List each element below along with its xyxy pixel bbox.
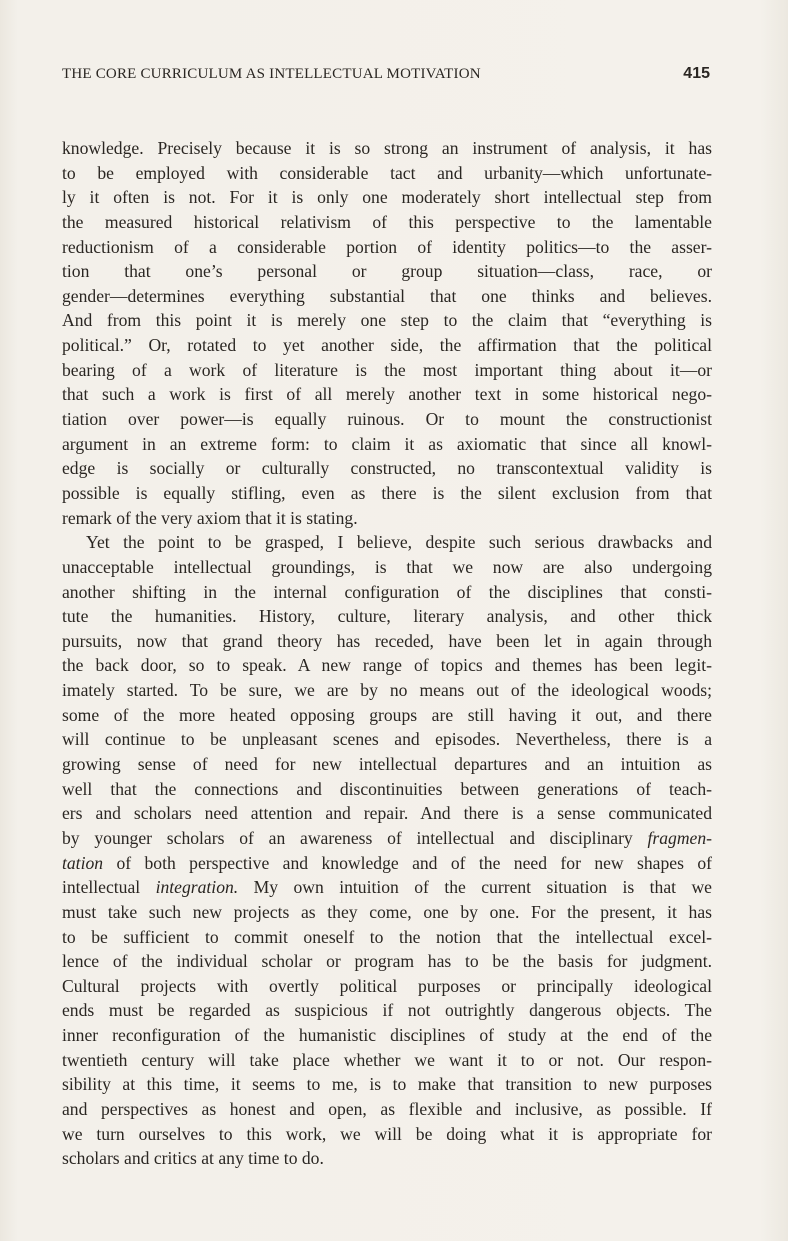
- running-head: [62, 66, 710, 88]
- text-span: tiation over power—is equally ruinous. Or to mount the constructionist: [62, 409, 712, 430]
- text-span: possible is equally stifling, even as there is the silent exclusion from that: [62, 482, 712, 503]
- text-line: [62, 210, 712, 235]
- text-span: Yet the point to be grasped, I believe, despite such serious drawbacks and: [86, 532, 712, 553]
- text-span: of both perspective and knowledge and of the need for new shapes of: [103, 852, 712, 873]
- text-line: [62, 629, 712, 654]
- text-line: [62, 185, 712, 210]
- text-span: political.” Or, rotated to yet another side, the affirmation that the political: [62, 335, 712, 356]
- text-line: [62, 358, 712, 383]
- text-span: tute the humanities. History, culture, literary analysis, and other thick: [62, 606, 712, 627]
- text-span: My own intuition of the current situation is that we: [238, 877, 712, 898]
- text-line: [62, 136, 712, 161]
- text-span: will continue to be unpleasant scenes and episodes. Nevertheless, there is a: [62, 729, 712, 750]
- text-line: [62, 432, 712, 457]
- text-line: [62, 382, 712, 407]
- text-span: growing sense of need for new intellectual departures and an intuition as: [62, 754, 712, 775]
- text-span: by younger scholars of an awareness of intellectual and disciplinary: [62, 827, 648, 848]
- text-span: that such a work is first of all merely another text in some historical nego-: [62, 384, 712, 405]
- text-line: [62, 1146, 712, 1171]
- text-line: [62, 308, 712, 333]
- text-span: to be employed with considerable tact and urbanity—which unfortunate-: [62, 162, 712, 183]
- text-span: we turn ourselves to this work, we will be doing what it is appropriate for: [62, 1123, 712, 1144]
- text-span: remark of the very axiom that it is stating.: [62, 507, 358, 528]
- text-line: [62, 1097, 712, 1122]
- text-span: sibility at this time, it seems to me, is to make that transition to new purposes: [62, 1074, 712, 1095]
- text-line: [62, 259, 712, 284]
- text-span: imately started. To be sure, we are by no means out of the ideological woods;: [62, 680, 712, 701]
- text-line: [62, 851, 712, 876]
- text-span: ends must be regarded as suspicious if not outrightly dangerous objects. The: [62, 1000, 712, 1021]
- text-line: [62, 925, 712, 950]
- text-line: [62, 1072, 712, 1097]
- text-span: gender—determines everything substantial that one thinks and believes.: [62, 285, 712, 306]
- text-line: [62, 506, 712, 531]
- text-line: [62, 826, 712, 851]
- text-line: [62, 604, 712, 629]
- text-line: [62, 974, 712, 999]
- text-line: [62, 161, 712, 186]
- text-line: [62, 678, 712, 703]
- italic-term: integration.: [155, 877, 239, 898]
- text-line: [62, 555, 712, 580]
- text-line: [62, 801, 712, 826]
- text-span: pursuits, now that grand theory has receded, have been let in again through: [62, 630, 712, 651]
- text-span: and perspectives as honest and open, as flexible and inclusive, as possible. If: [62, 1098, 712, 1119]
- text-line: [62, 703, 712, 728]
- text-line: [62, 1023, 712, 1048]
- text-span: to be sufficient to commit oneself to the notion that the intellectual excel-: [62, 926, 712, 947]
- text-span: Cultural projects with overtly political purposes or principally ideological: [62, 975, 712, 996]
- text-line: [62, 875, 712, 900]
- text-span: another shifting in the internal configuration of the disciplines that consti-: [62, 581, 712, 602]
- text-span: scholars and critics at any time to do.: [62, 1148, 324, 1169]
- text-line: [62, 998, 712, 1023]
- text-line: [62, 900, 712, 925]
- text-span: some of the more heated opposing groups are still having it out, and there: [62, 704, 712, 725]
- text-line: [62, 727, 712, 752]
- body-text: [62, 136, 712, 1171]
- text-line: [62, 1048, 712, 1073]
- text-span: intellectual: [62, 877, 156, 898]
- text-span: knowledge. Precisely because it is so strong an instrument of analysis, it has: [62, 138, 712, 158]
- text-span: tion that one’s personal or group situation—class, race, or: [62, 261, 712, 282]
- text-span: reductionism of a considerable portion of identity politics—to the asser-: [62, 236, 712, 257]
- text-line: [62, 949, 712, 974]
- text-line: [62, 284, 712, 309]
- text-span: unacceptable intellectual groundings, is that we now are also undergoing: [62, 556, 712, 577]
- text-span: And from this point it is merely one step to the claim that “everything is: [62, 310, 712, 331]
- text-span: edge is socially or culturally constructed, no transcontextual validity is: [62, 458, 712, 479]
- text-line: [62, 530, 712, 555]
- text-span: lence of the individual scholar or program has to be the basis for judgment.: [62, 951, 712, 972]
- text-line: [62, 456, 712, 481]
- text-line: [62, 580, 712, 605]
- italic-term: fragmen-: [647, 827, 712, 848]
- text-line: [62, 235, 712, 260]
- running-head-title: THE CORE CURRICULUM AS INTELLECTUAL MOTIVATION: [62, 66, 481, 82]
- text-span: argument in an extreme form: to claim it as axiomatic that since all knowl-: [62, 433, 712, 454]
- text-line: [62, 653, 712, 678]
- text-span: ly it often is not. For it is only one moderately short intellectual step from: [62, 187, 712, 208]
- text-line: [62, 481, 712, 506]
- text-line: [62, 777, 712, 802]
- text-span: inner reconfiguration of the humanistic disciplines of study at the end of the: [62, 1025, 712, 1046]
- text-span: twentieth century will take place whether we want it to or not. Our respon-: [62, 1049, 712, 1070]
- text-line: [62, 333, 712, 358]
- text-line: [62, 407, 712, 432]
- page-number: 415: [683, 65, 710, 82]
- text-span: the back door, so to speak. A new range of topics and themes has been legit-: [62, 655, 712, 676]
- text-span: bearing of a work of literature is the most important thing about it—or: [62, 359, 712, 380]
- italic-term: tation: [62, 852, 104, 873]
- text-span: must take such new projects as they come, one by one. For the present, it has: [62, 901, 712, 922]
- text-line: [62, 1122, 712, 1147]
- text-span: the measured historical relativism of this perspective to the lamentable: [62, 211, 712, 232]
- text-span: ers and scholars need attention and repair. And there is a sense communicated: [62, 803, 712, 824]
- text-line: [62, 752, 712, 777]
- text-span: well that the connections and discontinuities between generations of teach-: [62, 778, 712, 799]
